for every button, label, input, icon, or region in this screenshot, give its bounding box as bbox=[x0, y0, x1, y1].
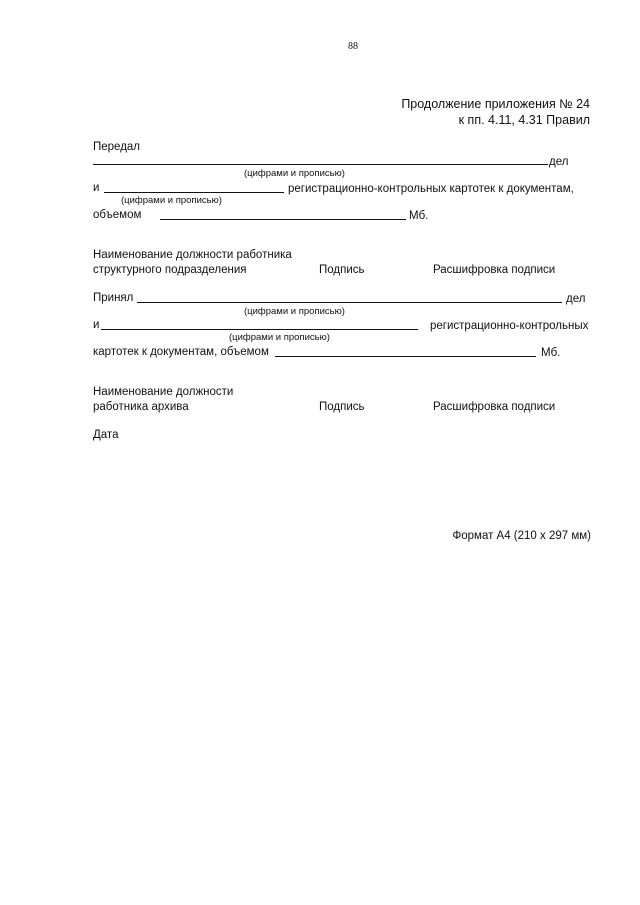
cards-volume-label: картотек к документам, объемом bbox=[93, 346, 269, 358]
transferred-cards-line bbox=[104, 192, 284, 193]
date-label: Дата bbox=[93, 429, 119, 441]
signature-label: Подпись bbox=[319, 264, 365, 276]
received-cards-line bbox=[101, 329, 418, 330]
mb-label: Мб. bbox=[409, 210, 429, 222]
position-title-label: работника архива bbox=[93, 401, 189, 413]
digits-words-hint: (цифрами и прописью) bbox=[244, 306, 345, 317]
signature-decoding-label: Расшифровка подписи bbox=[433, 264, 556, 276]
transferred-label: Передал bbox=[93, 141, 141, 153]
position-title-label: Наименование должности работника bbox=[93, 249, 292, 261]
digits-words-hint: (цифрами и прописью) bbox=[229, 332, 330, 343]
volume-label: объемом bbox=[93, 209, 142, 221]
digits-words-hint: (цифрами и прописью) bbox=[244, 168, 345, 179]
appendix-reference: к пп. 4.11, 4.31 Правил bbox=[458, 113, 590, 127]
signature-decoding-label: Расшифровка подписи bbox=[433, 401, 556, 413]
registration-cards-text: регистрационно-контрольных bbox=[430, 320, 589, 332]
and-label: и bbox=[93, 319, 100, 331]
signature-label: Подпись bbox=[319, 401, 365, 413]
transferred-volume-line bbox=[160, 219, 406, 220]
digits-words-hint: (цифрами и прописью) bbox=[121, 195, 222, 206]
position-title-label: структурного подразделения bbox=[93, 264, 247, 276]
registration-cards-text: регистрационно-контрольных картотек к документам, bbox=[288, 183, 574, 195]
position-title-label: Наименование должности bbox=[93, 386, 234, 398]
appendix-title: Продолжение приложения № 24 bbox=[401, 97, 590, 111]
received-cases-line bbox=[137, 302, 562, 303]
format-note: Формат А4 (210 х 297 мм) bbox=[452, 530, 591, 542]
received-volume-line bbox=[275, 356, 536, 357]
page-number: 88 bbox=[348, 41, 358, 52]
transferred-cases-line bbox=[93, 164, 548, 165]
mb-label: Мб. bbox=[541, 347, 561, 359]
cases-label: дел bbox=[566, 293, 586, 305]
and-label: и bbox=[93, 182, 100, 194]
cases-label: дел bbox=[549, 156, 569, 168]
received-label: Принял bbox=[93, 292, 134, 304]
